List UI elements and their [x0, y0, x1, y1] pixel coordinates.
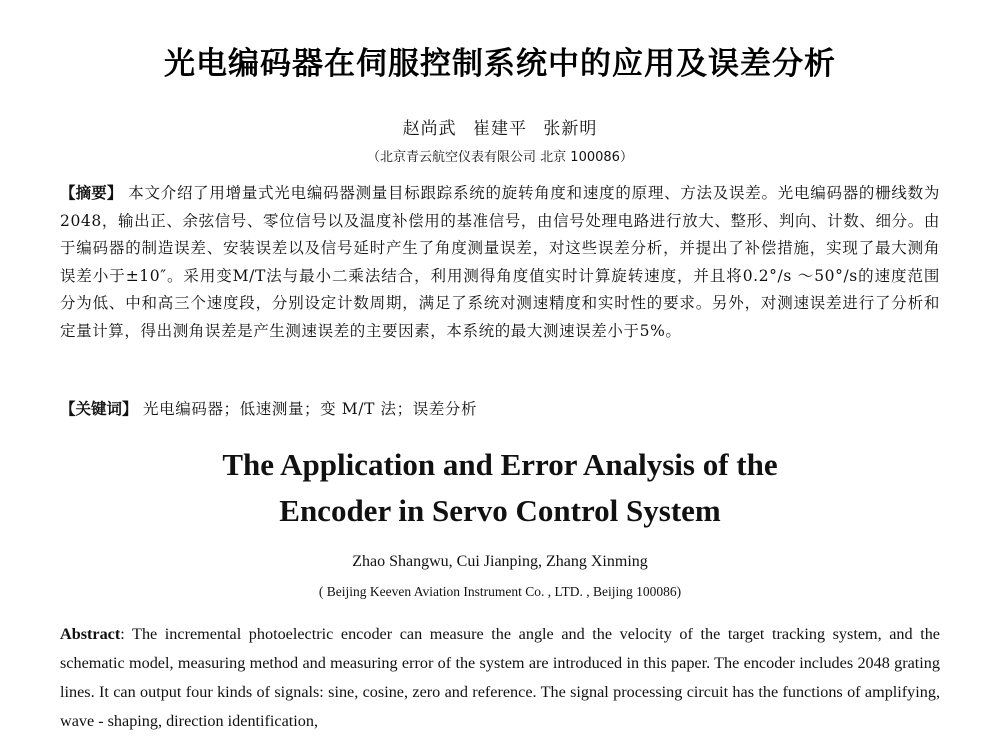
chinese-authors: 赵尚武 崔建平 张新明	[402, 119, 598, 139]
chinese-keywords-label: 【关键词】	[60, 400, 138, 418]
english-abstract-label: Abstract	[60, 625, 121, 643]
chinese-title: 光电编码器在伺服控制系统中的应用及误差分析	[164, 46, 836, 82]
english-affiliation: ( Beijing Keeven Aviation Instrument Co. , LTD. , Beijing 100086)	[318, 584, 682, 599]
chinese-abstract	[60, 180, 940, 345]
chinese-keywords	[60, 396, 940, 422]
english-title-line-2: Encoder in Servo Control System	[279, 493, 721, 528]
english-title-line-1: The Application and Error Analysis of the	[222, 447, 778, 482]
chinese-affiliation: （北京青云航空仪表有限公司 北京 100086）	[367, 150, 633, 165]
english-abstract-text: : The incremental photoelectric encoder can measure the angle and the velocity of the target tracking system, and the schematic model, measuring method and measuring error of the system are introduced in this paper. The encoder includes 2048 grating lines. It can output four kinds of signals: sine, cosine, zero and reference. The signal processing circuit has the functions of amplifying, wave - shaping, direction identification,	[60, 625, 940, 730]
chinese-abstract-label: 【摘要】	[60, 184, 123, 202]
english-abstract	[60, 620, 940, 736]
chinese-keywords-text: 光电编码器；低速测量；变 M/T 法；误差分析	[143, 400, 478, 418]
english-title	[0, 442, 1000, 534]
chinese-abstract-text: 本文介绍了用增量式光电编码器测量目标跟踪系统的旋转角度和速度的原理、方法及误差。光电编码器的栅线数为2048，输出正、余弦信号、零位信号以及温度补偿用的基准信号，由信号处理电路进行放大、整形、判向、计数、细分。由于编码器的制造误差、安装误差以及信号延时产生了角度测量误差，对这些误差分析，并提出了补偿措施，实现了最大测角误差小于±10″。采用变M/T法与最小二乘法结合，利用测得角度值实时计算旋转速度，并且将0.2°/s ～50°/s的速度范围分为低、中和高三个速度段，分别设定计数周期，满足了系统对测速精度和实时性的要求。另外，对测速误差进行了分析和定量计算，得出测角误差是产生测速误差的主要因素，本系统的最大测速误差小于5%。	[60, 184, 940, 340]
english-authors: Zhao Shangwu, Cui Jianping, Zhang Xinming	[352, 553, 648, 570]
